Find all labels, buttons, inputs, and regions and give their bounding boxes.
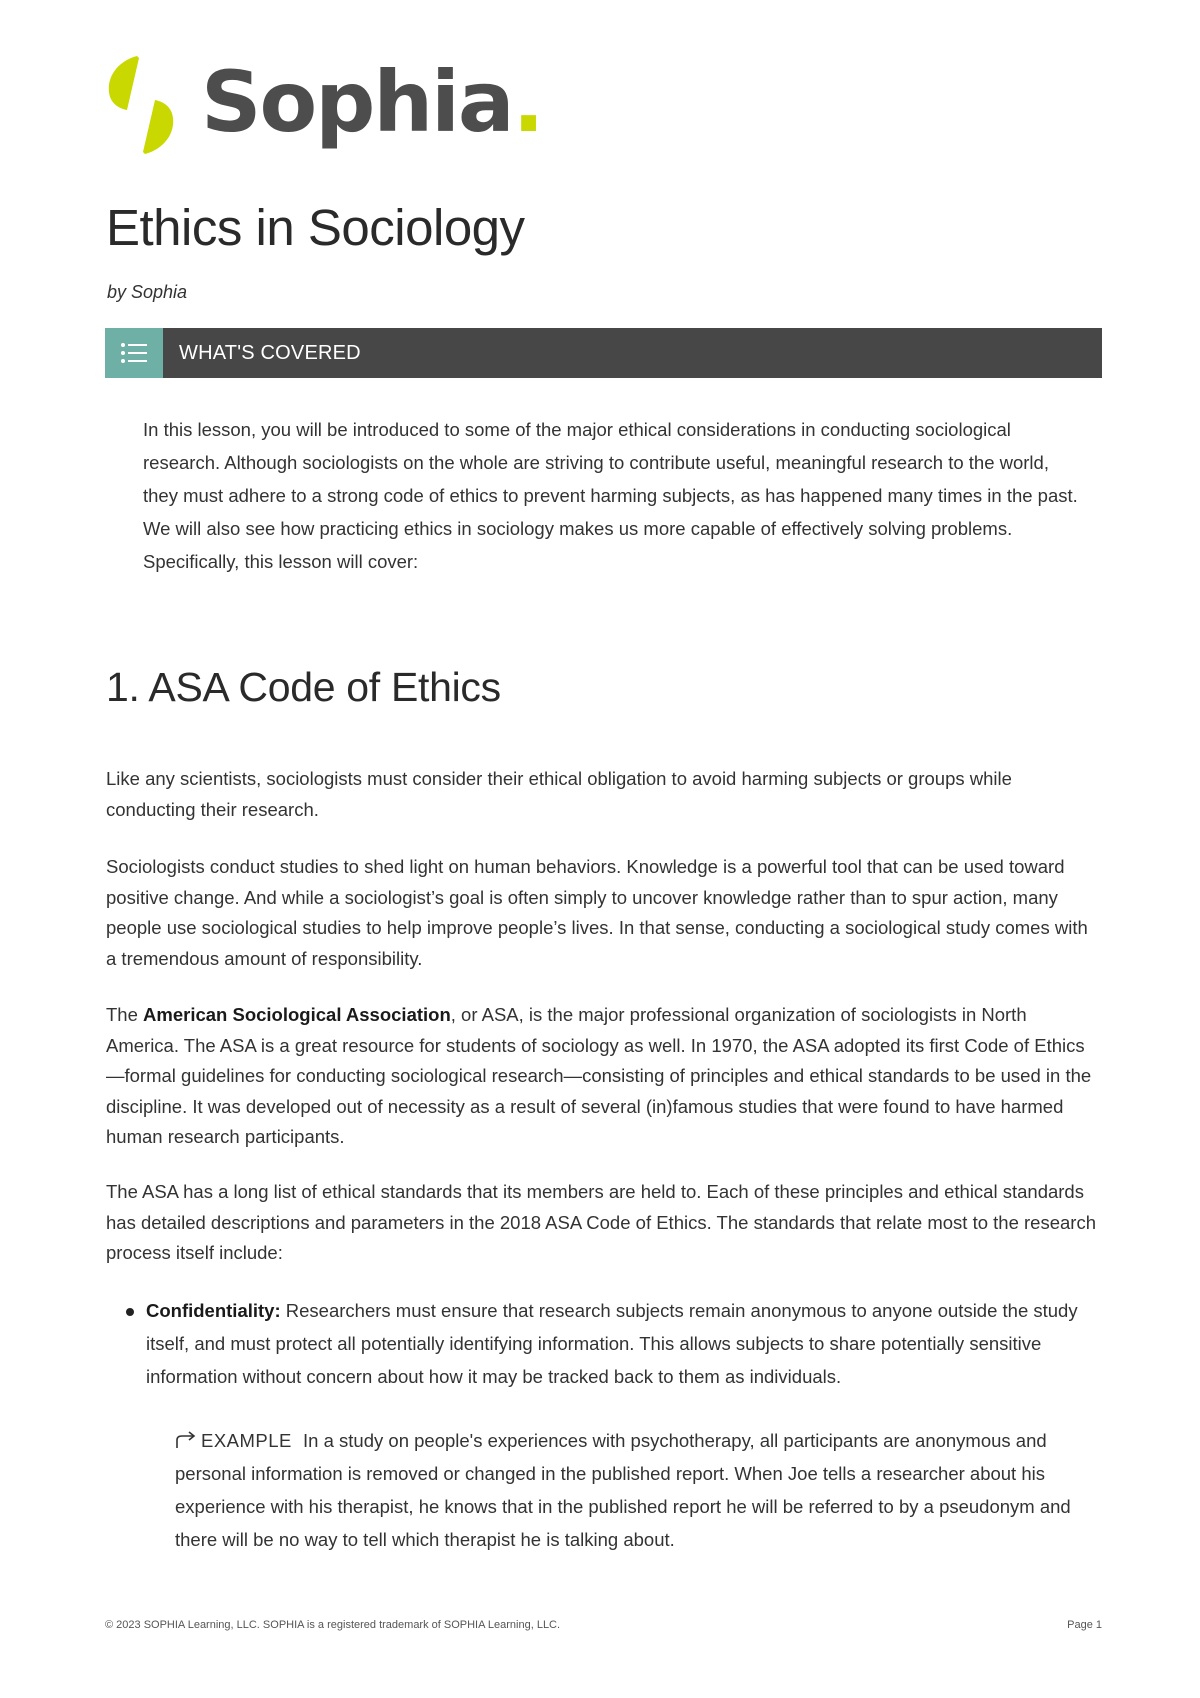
list-icon [105, 328, 163, 378]
example-callout [175, 1424, 1105, 1556]
bullet-icon [126, 1308, 134, 1316]
list-item: Confidentiality: Researchers must ensure that research subjects remain anonymous to anyone outside the study itself, and must protect all potentially identifying information. This allows subjects to share potentially sensitive information without concern about how it may be tracked back to them as individuals. [146, 1300, 1078, 1387]
paragraph: Sociologists conduct studies to shed light on human behaviors. Knowledge is a powerful tool that can be used toward positive change. And while a sociologist’s goal is often simply to uncover knowledge rather than to spur action, many people use sociological studies to help improve people’s lives. In that sense, conducting a sociological study comes with a tremendous amount of responsibility. [106, 856, 1088, 969]
example-text: In a study on people's experiences with psychotherapy, all participants are anonymous and personal information is removed or changed in the published report. When Joe tells a researcher about his experience with his therapist, he knows that in the published report he will be referred to by a pseudonym and there will be no way to tell which therapist he is talking about. [175, 1430, 1071, 1550]
paragraph: The ASA has a long list of ethical standards that its members are held to. Each of these principles and ethical standards has detailed descriptions and parameters in the 2018 ASA Code of Ethics. The standards that relate most to the research process itself include: [106, 1181, 1096, 1263]
example-label: EXAMPLE [201, 1430, 292, 1451]
page-number: Page 1 [1067, 1619, 1102, 1631]
whats-covered-banner [105, 328, 1102, 378]
footer-copyright: © 2023 SOPHIA Learning, LLC. SOPHIA is a registered trademark of SOPHIA Learning, LLC. [105, 1619, 561, 1631]
page-title: Ethics in Sociology [106, 199, 525, 256]
whats-covered-text: In this lesson, you will be introduced to some of the major ethical considerations in conducting sociological research. Although sociologists on the whole are striving to contribute useful, meaningful research to the world, they must adhere to a strong code of ethics to prevent harming subjects, as has happened many times in the past. We will also see how practicing ethics in sociology makes us more capable of effectively solving problems. Specifically, this lesson will cover: [143, 419, 1078, 572]
sophia-logo-mark-icon [103, 54, 179, 158]
paragraph: The American Sociological Association, or ASA, is the major professional organization of sociologists in North America. The ASA is a great resource for students of sociology as well. In 1970, the ASA adopted its first Code of Ethics—formal guidelines for conducting sociological research—consisting of principles and ethical standards to be used in the discipline. It was developed out of necessity as a result of several (in)famous studies that were found to have harmed human research participants. [106, 1004, 1092, 1147]
paragraph: Like any scientists, sociologists must consider their ethical obligation to avoid harming subjects or groups while conducting their research. [106, 768, 1012, 820]
bullet-term: Confidentiality: [146, 1300, 281, 1321]
arrow-turn-right-icon [175, 1431, 197, 1449]
whats-covered-label: WHAT'S COVERED [179, 342, 361, 364]
bold-term: American Sociological Association [143, 1004, 451, 1025]
sophia-wordmark: Sophia. [201, 53, 543, 151]
byline: by Sophia [107, 282, 188, 302]
section-heading: 1. ASA Code of Ethics [106, 664, 501, 710]
sophia-logo [103, 54, 543, 158]
